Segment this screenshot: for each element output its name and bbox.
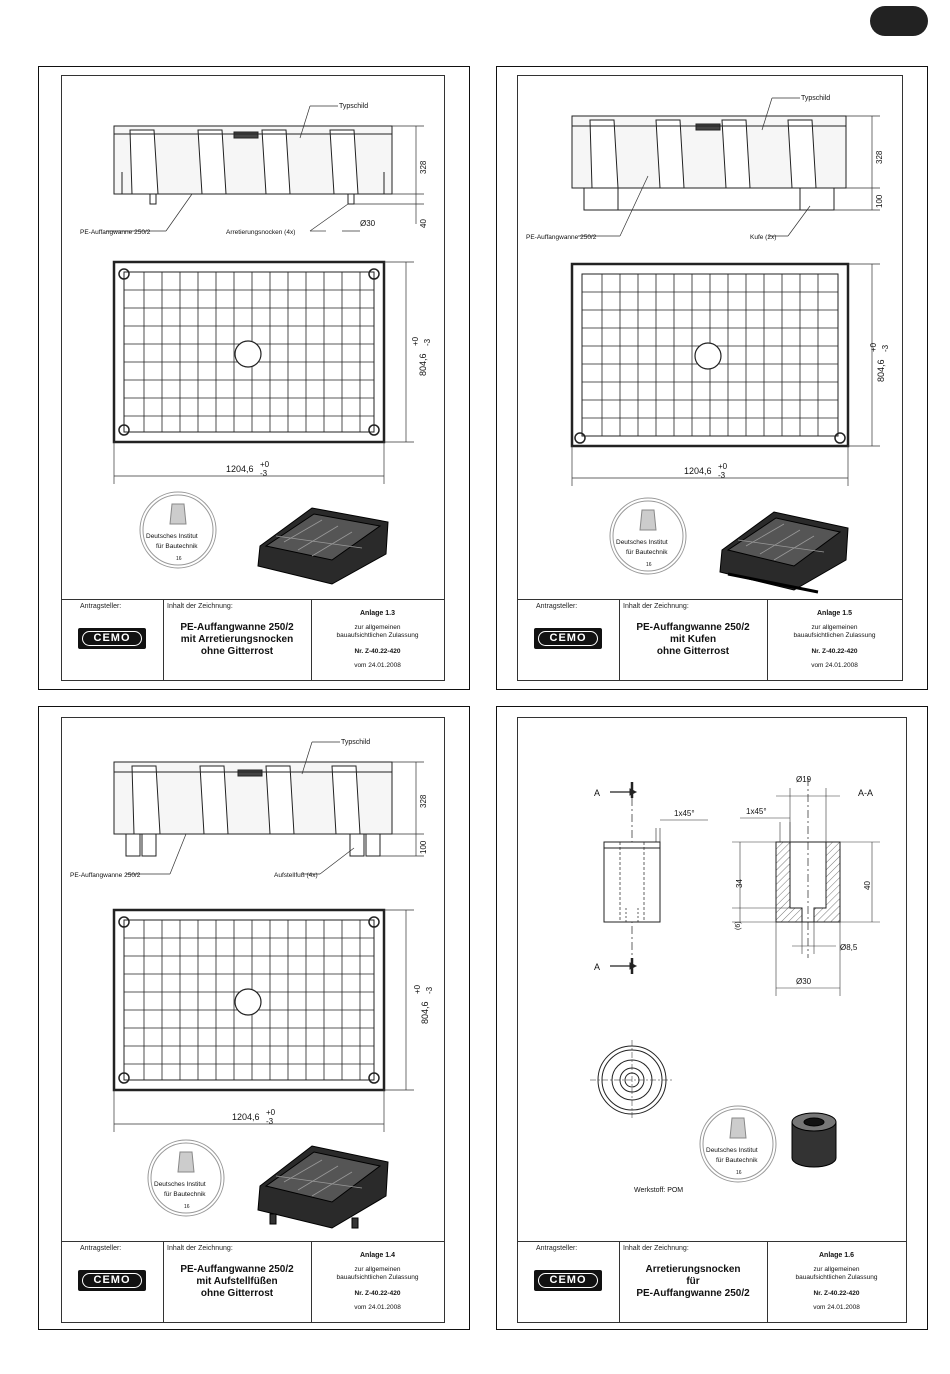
seal-line-2: für Bautechnik xyxy=(716,1157,758,1164)
depth-dim: 804,6 xyxy=(418,353,428,376)
seal-line-2: für Bautechnik xyxy=(156,543,198,550)
typschild-label: Typschild xyxy=(801,95,831,102)
depth-dim: 804,6 xyxy=(420,1001,430,1024)
technical-drawing xyxy=(518,718,906,1242)
tank-isometric-image xyxy=(258,508,388,584)
zulassung-text: zur allgemeinen bauaufsichtlichen Zulassung xyxy=(793,624,876,639)
height-dim: 328 xyxy=(419,794,428,808)
seal-line-1: Deutsches Institut xyxy=(154,1181,206,1188)
dim-40: 40 xyxy=(863,881,872,890)
width-dim: 1204,6 xyxy=(232,1112,260,1122)
seal-line-2: für Bautechnik xyxy=(626,549,668,556)
antragsteller-label: Antragsteller: xyxy=(536,1245,578,1252)
drawing-title: Arretierungsnocken für PE-Auffangwanne 250/2 xyxy=(636,1264,750,1299)
anlage-number: Anlage 1.5 xyxy=(816,610,852,617)
page-badge-icon xyxy=(870,6,928,36)
width-tol-plus: +0 xyxy=(260,460,270,469)
seal-line-1: Deutsches Institut xyxy=(616,539,668,546)
width-tol-plus: +0 xyxy=(718,462,728,471)
approval-date: vom 24.01.2008 xyxy=(354,662,401,669)
antragsteller-label: Antragsteller: xyxy=(80,603,122,610)
approval-number: Nr. Z-40.22-420 xyxy=(354,648,401,655)
width-dim: 1204,6 xyxy=(226,464,254,474)
width-tol-plus: +0 xyxy=(266,1108,276,1117)
typschild-label: Typschild xyxy=(341,739,371,746)
depth-tol-plus: +0 xyxy=(413,984,422,994)
anlage-number: Anlage 1.6 xyxy=(818,1252,854,1259)
side-view xyxy=(114,126,392,204)
height-dim: 328 xyxy=(875,150,884,164)
approval-number: Nr. Z-40.22-420 xyxy=(811,648,858,655)
cemo-logo: CEMO xyxy=(78,1270,146,1291)
inhalt-label: Inhalt der Zeichnung: xyxy=(167,1245,233,1252)
zulassung-text: zur allgemeinen bauaufsichtlichen Zulassung xyxy=(336,1266,419,1281)
technical-drawing xyxy=(62,718,444,1242)
material-label: Werkstoff: POM xyxy=(634,1187,684,1194)
nocken-photo-image xyxy=(792,1113,836,1167)
sheet-anlage-1-3 xyxy=(38,66,470,690)
approval-date: vom 24.01.2008 xyxy=(813,1304,860,1311)
drawing-title: PE-Auffangwanne 250/2 mit Kufen ohne Gitterrost xyxy=(636,622,750,657)
part-label: Aufstellfuß (4x) xyxy=(274,872,318,879)
approval-number: Nr. Z-40.22-420 xyxy=(813,1290,860,1297)
tank-label: PE-Auffangwanne 250/2 xyxy=(80,229,151,236)
top-dimensions xyxy=(114,262,414,484)
tank-isometric-image xyxy=(258,1146,388,1228)
approval-number: Nr. Z-40.22-420 xyxy=(354,1290,401,1297)
sheet-anlage-1-6 xyxy=(496,706,928,1330)
inhalt-label: Inhalt der Zeichnung: xyxy=(623,1245,689,1252)
inhalt-label: Inhalt der Zeichnung: xyxy=(623,603,689,610)
zulassung-text: zur allgemeinen bauaufsichtlichen Zulassung xyxy=(795,1266,878,1281)
nocken-top-view xyxy=(590,1040,674,1120)
inhalt-label: Inhalt der Zeichnung: xyxy=(167,603,233,610)
depth-tol-plus: +0 xyxy=(869,342,878,352)
technical-drawing xyxy=(62,76,444,600)
part-label: Kufe (2x) xyxy=(750,234,777,241)
top-view-grid xyxy=(572,264,848,446)
part-dim-label: Ø30 xyxy=(360,219,376,228)
typschild-label: Typschild xyxy=(339,103,369,110)
sheet-anlage-1-5 xyxy=(496,66,928,690)
seal-line-1: Deutsches Institut xyxy=(146,533,198,540)
title-block xyxy=(518,599,902,680)
width-tol-minus: -3 xyxy=(718,471,726,480)
dim-chamfer-section: 1x45° xyxy=(746,807,767,816)
tank-label: PE-Auffangwanne 250/2 xyxy=(70,872,141,879)
depth-tol-minus: -3 xyxy=(881,344,890,352)
side-view xyxy=(572,116,846,210)
depth-tol-minus: -3 xyxy=(423,338,432,346)
seal-number: 16 xyxy=(646,562,652,568)
part-label: Arretierungsnocken (4x) xyxy=(226,229,296,236)
nocken-section-view xyxy=(776,778,840,958)
section-marker-bottom: A xyxy=(594,962,601,972)
drawing-title: PE-Auffangwanne 250/2 mit Arretierungsnocken ohne Gitterrost xyxy=(180,622,294,657)
drawing-frame xyxy=(517,75,903,681)
top-dimensions xyxy=(572,264,880,486)
anlage-number: Anlage 1.4 xyxy=(359,1252,395,1259)
title-block xyxy=(62,599,444,680)
section-title: A-A xyxy=(858,788,874,798)
dim-d19: Ø19 xyxy=(796,775,812,784)
seal-number: 16 xyxy=(176,556,182,562)
drawing-frame xyxy=(61,75,445,681)
dim-d30: Ø30 xyxy=(796,977,812,986)
antragsteller-label: Antragsteller: xyxy=(536,603,578,610)
approval-date: vom 24.01.2008 xyxy=(811,662,858,669)
top-dimensions xyxy=(114,910,414,1132)
approval-date: vom 24.01.2008 xyxy=(354,1304,401,1311)
dim-6: (6) xyxy=(735,921,742,930)
depth-tol-minus: -3 xyxy=(425,986,434,994)
technical-drawing xyxy=(518,76,902,600)
side-view xyxy=(114,762,392,856)
drawing-frame xyxy=(61,717,445,1323)
base-dim: 100 xyxy=(419,840,428,854)
tank-label: PE-Auffangwanne 250/2 xyxy=(526,234,597,241)
cemo-logo: CEMO xyxy=(534,1270,602,1291)
dim-d85: Ø8,5 xyxy=(840,943,858,952)
drawing-frame xyxy=(517,717,907,1323)
seal-line-2: für Bautechnik xyxy=(164,1191,206,1198)
tank-isometric-image xyxy=(720,512,848,592)
chamfer-label: 1x45° xyxy=(674,809,695,818)
height-dim: 328 xyxy=(419,160,428,174)
sheet-anlage-1-4 xyxy=(38,706,470,1330)
depth-tol-plus: +0 xyxy=(411,336,420,346)
title-block xyxy=(518,1241,906,1322)
width-tol-minus: -3 xyxy=(260,469,268,478)
seal-line-1: Deutsches Institut xyxy=(706,1147,758,1154)
section-marker-top: A xyxy=(594,788,601,798)
top-view-grid xyxy=(114,262,384,442)
seal-number: 16 xyxy=(184,1204,190,1210)
zulassung-text: zur allgemeinen bauaufsichtlichen Zulassung xyxy=(336,624,419,639)
dim-34: 34 xyxy=(735,879,744,888)
width-tol-minus: -3 xyxy=(266,1117,274,1126)
anlage-number: Anlage 1.3 xyxy=(359,610,395,617)
drawing-title: PE-Auffangwanne 250/2 mit Aufstellfüßen ohne Gitterrost xyxy=(180,1264,294,1299)
cemo-logo: CEMO xyxy=(534,628,602,649)
seal-number: 16 xyxy=(736,1170,742,1176)
antragsteller-label: Antragsteller: xyxy=(80,1245,122,1252)
base-dim: 100 xyxy=(875,194,884,208)
depth-dim: 804,6 xyxy=(876,359,886,382)
base-dim: 40 xyxy=(419,219,428,228)
title-block xyxy=(62,1241,444,1322)
top-view-grid xyxy=(114,910,384,1090)
width-dim: 1204,6 xyxy=(684,466,712,476)
cemo-logo: CEMO xyxy=(78,628,146,649)
